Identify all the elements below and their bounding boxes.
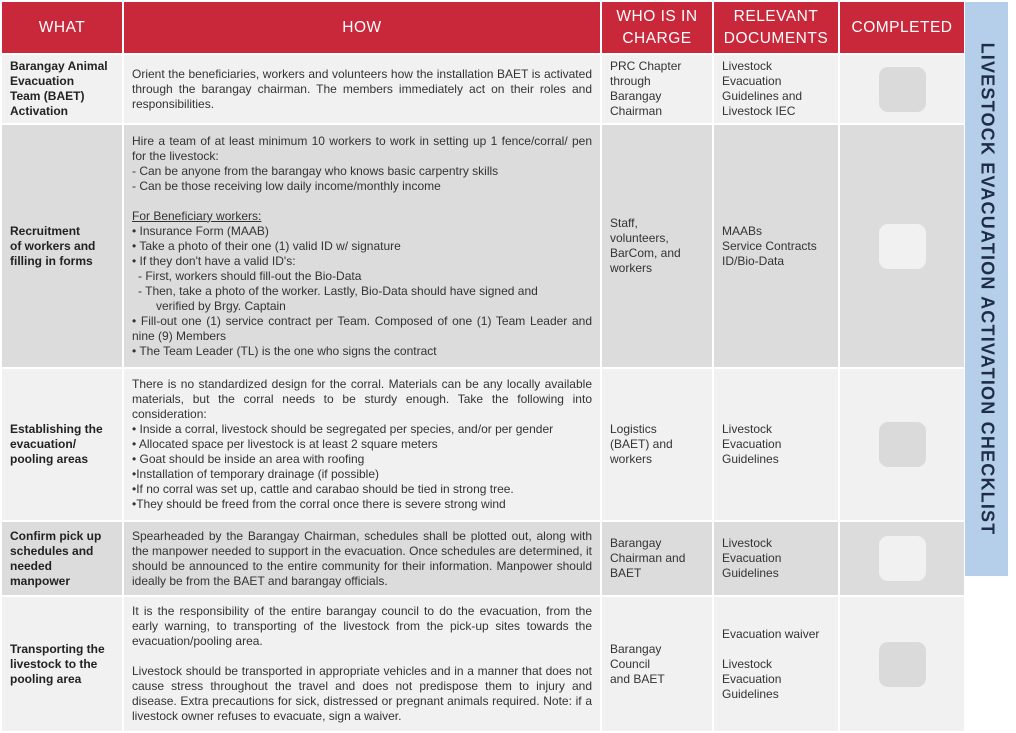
who-cell-line: Council [610, 656, 651, 671]
who-cell-line: workers [610, 452, 653, 466]
who-cell [602, 597, 712, 731]
how-cell [124, 597, 600, 731]
what-cell-line: Activation [10, 104, 69, 118]
what-cell-line: Evacuation [10, 74, 75, 88]
docs-cell-line: Evacuation [722, 671, 782, 686]
what-cell [2, 55, 122, 123]
what-cell-line: Confirm pick up [10, 528, 102, 543]
header-docs-line2: DOCUMENTS [723, 29, 829, 47]
who-cell [602, 125, 712, 367]
completed-checkbox[interactable] [879, 67, 926, 112]
how-line [132, 649, 592, 664]
docs-cell-line: Livestock [722, 656, 773, 671]
docs-cell [714, 522, 838, 595]
table-row [2, 522, 964, 595]
docs-cell-line: Guidelines [722, 686, 779, 701]
who-cell-line: Staff, [610, 216, 638, 230]
completed-checkbox[interactable] [879, 536, 926, 581]
what-cell [2, 369, 122, 520]
what-cell-line: pooling areas [10, 452, 89, 466]
what-cell-line: filling in forms [10, 253, 93, 268]
who-cell-line: Barangay [610, 536, 662, 550]
table-row [2, 55, 964, 123]
who-cell-line: PRC Chapter [610, 59, 682, 73]
what-cell-line: Recruitment [10, 223, 81, 238]
table-row [2, 369, 964, 520]
table-row [2, 125, 964, 367]
how-line: verified by Brgy. Captain [156, 298, 286, 313]
how-line: • The Team Leader (TL) is the one who signs the contract [132, 343, 437, 358]
how-line [132, 194, 592, 209]
what-cell-line: manpower [10, 573, 71, 588]
completed-cell [840, 369, 964, 520]
who-cell-line: BAET [610, 566, 642, 580]
what-cell-line: Establishing the [10, 422, 103, 436]
how-line: For Beneficiary workers: [132, 208, 262, 223]
completed-cell [840, 597, 964, 731]
how-line: •They should be freed from the corral once there is severe strong wind [132, 497, 506, 511]
side-banner [965, 2, 1008, 576]
who-cell-line: Chairman [610, 104, 663, 118]
how-line: • If they don't have a valid ID's: [132, 253, 296, 268]
how-line: - Can be anyone from the barangay who knows basic carpentry skills [132, 163, 499, 178]
docs-cell [714, 597, 838, 731]
docs-cell-line: Evacuation waiver [722, 626, 820, 641]
docs-cell-line: Evacuation [722, 437, 782, 451]
what-cell [2, 522, 122, 595]
how-cell [124, 125, 600, 367]
who-cell-line: volunteers, [610, 231, 669, 245]
who-cell-line: Barangay [610, 89, 662, 103]
docs-cell-line: Evacuation [722, 74, 782, 88]
what-cell-line: livestock to the [10, 656, 98, 671]
docs-cell [714, 369, 838, 520]
header-who-in-charge [602, 2, 712, 53]
what-cell [2, 597, 122, 731]
who-cell-line: Chairman and [610, 551, 686, 565]
docs-cell-line: Livestock IEC [722, 104, 796, 118]
who-cell-line: Barangay [610, 641, 662, 656]
docs-cell-line: Livestock [722, 59, 773, 73]
docs-cell-line: Guidelines [722, 566, 779, 580]
docs-cell [714, 55, 838, 123]
how-line: • Allocated space per livestock is at least 2 square meters [132, 437, 438, 451]
how-line: - Can be those receiving low daily income/monthly income [132, 178, 441, 193]
header-who-line1: WHO IS IN [616, 7, 698, 25]
who-cell [602, 522, 712, 595]
completed-checkbox[interactable] [879, 642, 926, 687]
what-cell-line: needed [10, 558, 53, 573]
how-line: • Goat should be inside an area with roofing [132, 452, 365, 466]
what-cell-line: evacuation/ [10, 437, 77, 451]
who-cell-line: workers [610, 261, 653, 275]
how-cell [124, 522, 600, 595]
who-cell [602, 55, 712, 123]
docs-cell-line: Livestock [722, 422, 773, 436]
docs-cell-line [722, 642, 830, 657]
header-completed: COMPLETED [840, 2, 964, 53]
who-cell-line: BarCom, and [610, 246, 681, 260]
how-line: •If no corral was set up, cattle and carabao should be tied in strong tree. [132, 482, 514, 496]
docs-cell-line: Service Contracts [722, 238, 817, 253]
completed-cell [840, 125, 964, 367]
docs-cell [714, 125, 838, 367]
who-cell-line: (BAET) and [610, 437, 673, 451]
what-cell-line: of workers and [10, 238, 96, 253]
who-cell-line: Logistics [610, 422, 657, 436]
how-line: It is the responsibility of the entire barangay council to do the evacuation, from the early warning, to transporting of the livestock from the pick-up sites towards the evacuation/pooling area. [132, 604, 592, 648]
what-cell-line: schedules and [10, 543, 94, 558]
how-line: Livestock should be transported in appropriate vehicles and in a manner that does not cause stress throughout the travel and does not predispose them to injury and disease. Extra precautions for sick, distressed or pregnant animals required. Note: if a livestock owner refuses to evacuate, sign a waiver. [132, 664, 592, 723]
what-cell-line: Team (BAET) [10, 89, 85, 103]
how-line: Hire a team of at least minimum 10 workers to work in setting up 1 fence/corral/ pen for the livestock: [132, 133, 592, 163]
how-line: •Installation of temporary drainage (if possible) [132, 467, 379, 481]
how-line: • Inside a corral, livestock should be segregated per species, and/or per gender [132, 422, 554, 436]
docs-cell-line: MAABs [722, 223, 763, 238]
header-row [2, 2, 964, 53]
docs-cell-line: Guidelines [722, 452, 779, 466]
who-cell [602, 369, 712, 520]
docs-cell-line: Evacuation [722, 551, 782, 565]
what-cell-line: pooling area [10, 671, 82, 686]
how-line: • Fill-out one (1) service contract per Team. Composed of one (1) Team Leader and nine (9) Members [132, 313, 592, 343]
header-relevant-documents [714, 2, 838, 53]
how-line: - Then, take a photo of the worker. Lastly, Bio-Data should have signed and [138, 283, 538, 298]
table-row [2, 597, 964, 731]
what-cell-line: Transporting the [10, 641, 105, 656]
header-how: HOW [124, 2, 600, 53]
how-line: Spearheaded by the Barangay Chairman, schedules shall be plotted out, along with the manpower needed to support in the evacuation. Once schedules are determined, it should be announced to the entire community for their information. Manpower should ideally be from the BAET and barangay officials. [132, 528, 592, 588]
side-title: LIVESTOCK EVACUATION ACTIVATION CHECKLIST [977, 42, 997, 536]
how-line: There is no standardized design for the corral. Materials can be any locally available materials, but the corral needs to be sturdy enough. Take the following into consideration: [132, 377, 592, 421]
docs-cell-line: ID/Bio-Data [722, 253, 785, 268]
docs-cell-line: Guidelines and [722, 89, 803, 103]
docs-cell-line: Livestock [722, 536, 773, 550]
what-cell [2, 125, 122, 367]
header-who-line2: CHARGE [622, 29, 692, 47]
completed-checkbox[interactable] [879, 224, 926, 269]
who-cell-line: through [610, 74, 651, 88]
how-cell [124, 369, 600, 520]
completed-cell [840, 55, 964, 123]
completed-checkbox[interactable] [879, 422, 926, 467]
completed-cell [840, 522, 964, 595]
how-line: • Insurance Form (MAAB) [132, 223, 269, 238]
who-cell-line: and BAET [610, 671, 665, 686]
how-line: • Take a photo of their one (1) valid ID w/ signature [132, 238, 401, 253]
how-line: - First, workers should fill-out the Bio-Data [138, 268, 362, 283]
how-cell [124, 55, 600, 123]
what-cell-line: Barangay Animal [10, 59, 108, 73]
header-docs-line1: RELEVANT [733, 7, 819, 25]
header-what: WHAT [2, 2, 122, 53]
how-line: Orient the beneficiaries, workers and volunteers how the installation BAET is activated through the barangay chairman. The members immediately act on their roles and responsibilities. [132, 66, 592, 111]
